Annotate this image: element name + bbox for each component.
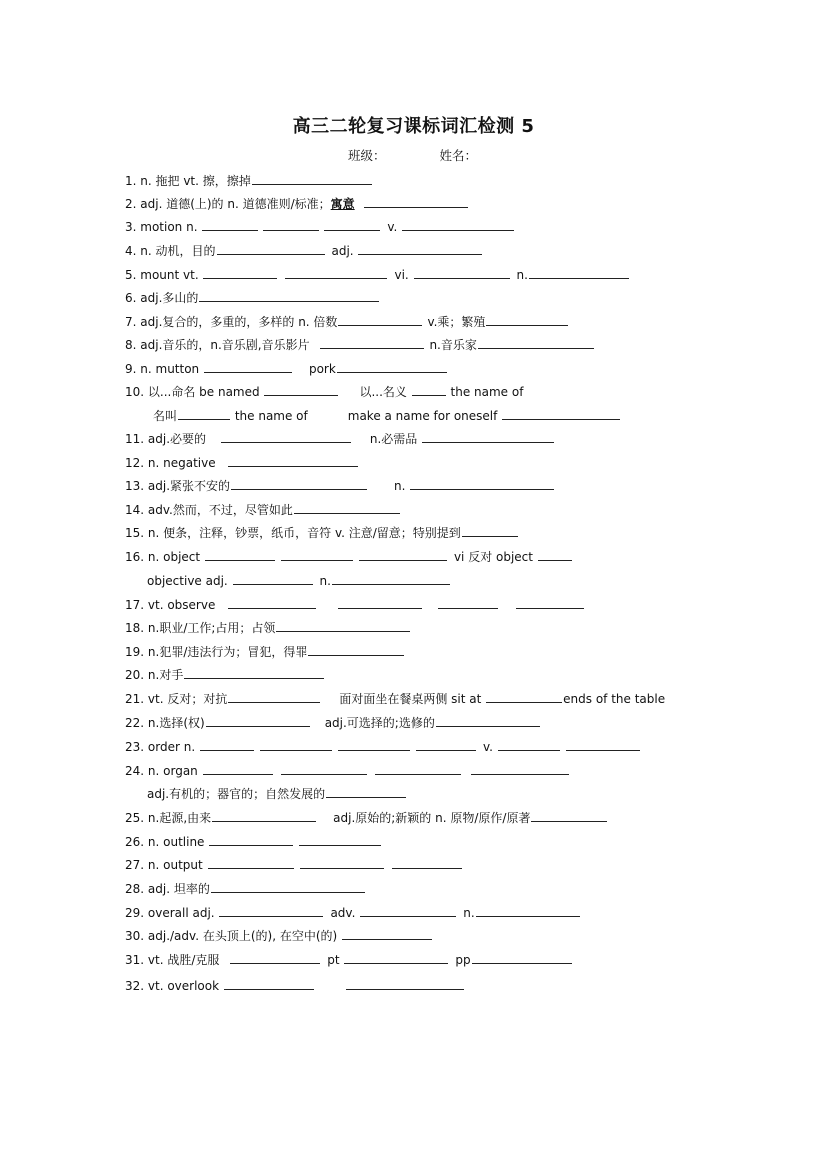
answer-blank[interactable] (224, 977, 314, 990)
answer-blank[interactable] (529, 266, 629, 279)
answer-blank[interactable] (344, 951, 448, 964)
vocab-item (125, 289, 380, 306)
vocab-text: 25. n.起源,由来 (125, 811, 212, 825)
answer-blank[interactable] (233, 572, 313, 585)
vocab-text: n. (516, 268, 528, 282)
vocab-text: 23. order n. (125, 740, 199, 754)
answer-blank[interactable] (438, 596, 498, 609)
answer-blank[interactable] (300, 856, 384, 869)
answer-blank[interactable] (375, 762, 461, 775)
answer-blank[interactable] (422, 430, 554, 443)
answer-blank[interactable] (359, 548, 447, 561)
answer-blank[interactable] (230, 951, 320, 964)
answer-blank[interactable] (211, 880, 365, 893)
vocab-text: vi. (394, 268, 413, 282)
class-label: 班级： (348, 148, 386, 163)
answer-blank[interactable] (498, 738, 560, 751)
vocab-text: adj.原始的;新颖的 n. 原物/原作/原著 (333, 811, 531, 825)
vocab-text: 6. adj.多山的 (125, 291, 199, 305)
vocab-text: the name of (446, 385, 524, 399)
answer-blank[interactable] (346, 977, 464, 990)
answer-blank[interactable] (264, 383, 338, 396)
answer-blank[interactable] (410, 477, 554, 490)
answer-blank[interactable] (219, 904, 323, 917)
answer-blank[interactable] (360, 904, 456, 917)
vocab-item (125, 880, 366, 897)
answer-blank[interactable] (332, 572, 450, 585)
vocab-item (125, 738, 641, 755)
vocab-item (125, 360, 448, 377)
answer-blank[interactable] (476, 904, 580, 917)
vocab-text: 11. adj.必要的 (125, 432, 210, 446)
answer-blank[interactable] (228, 596, 316, 609)
vocab-text: 2. adj. 道德(上)的 n. 道德准则/标准； (125, 197, 331, 211)
name-label: 姓名： (439, 148, 478, 163)
vocab-item (125, 596, 585, 613)
vocab-text: objective adj. (147, 574, 232, 588)
vocab-text: adj.有机的；器官的；自然发展的 (147, 787, 326, 801)
answer-blank[interactable] (337, 360, 447, 373)
vocab-item (125, 951, 573, 968)
vocab-text: make a name for oneself (347, 409, 502, 423)
vocab-text: 28. adj. 坦率的 (125, 882, 210, 896)
vocab-item (125, 904, 581, 921)
vocab-text: 16. n. object (125, 550, 204, 564)
answer-blank[interactable] (358, 242, 482, 255)
answer-blank[interactable] (538, 548, 572, 561)
vocab-text: adj. (331, 244, 358, 258)
vocab-text: ends of the table (563, 692, 666, 706)
answer-blank[interactable] (516, 596, 584, 609)
vocab-text: 14. adv.然而，不过，尽管如此 (125, 503, 293, 517)
answer-blank[interactable] (178, 407, 230, 420)
answer-blank[interactable] (472, 951, 572, 964)
answer-blank[interactable] (364, 195, 468, 208)
vocab-text: 以...名义 (359, 385, 411, 399)
vocab-item (125, 619, 411, 636)
vocab-text: 31. vt. 战胜/克服 (125, 953, 224, 967)
vocab-text: v.乘；繁殖 (427, 315, 486, 329)
answer-blank[interactable] (326, 785, 406, 798)
answer-blank[interactable] (276, 619, 410, 632)
vocab-text: v. (387, 220, 402, 234)
vocab-item (125, 383, 523, 400)
vocab-item (125, 714, 541, 731)
vocab-item (147, 785, 407, 802)
vocab-text: pt (327, 953, 344, 967)
vocab-item (147, 572, 451, 589)
vocab-text: the name of (231, 409, 308, 423)
answer-blank[interactable] (285, 266, 387, 279)
vocab-item (125, 524, 519, 541)
vocab-text: 7. adj.复合的，多重的，多样的 n. 倍数 (125, 315, 338, 329)
vocab-item (125, 195, 469, 212)
vocab-text: 17. vt. observe (125, 598, 220, 612)
vocab-text: 21. vt. 反对；对抗 (125, 692, 228, 706)
answer-blank[interactable] (260, 738, 332, 751)
vocab-item (125, 266, 630, 283)
vocab-item (125, 313, 569, 330)
vocab-text: n.必需品 (369, 432, 422, 446)
answer-blank[interactable] (206, 714, 310, 727)
answer-blank[interactable] (531, 809, 607, 822)
vocab-item (125, 336, 595, 353)
answer-blank[interactable] (200, 738, 254, 751)
answer-blank[interactable] (205, 548, 275, 561)
student-info (348, 146, 477, 164)
vocab-item (125, 242, 483, 259)
vocab-text: 1. n. 拖把 vt. 擦，擦掉 (125, 174, 251, 188)
vocab-text: 24. n. organ (125, 764, 202, 778)
vocab-text: pork (308, 362, 336, 376)
vocab-text: adv. (330, 906, 360, 920)
vocab-item (125, 172, 373, 189)
vocab-text: vi 反对 object (453, 550, 537, 564)
answer-blank[interactable] (486, 690, 562, 703)
answer-blank[interactable] (203, 762, 273, 775)
answer-blank[interactable] (414, 266, 510, 279)
answer-blank[interactable] (338, 738, 410, 751)
answer-blank[interactable] (281, 762, 367, 775)
vocab-item (125, 501, 401, 518)
vocab-text: 18. n.职业/工作;占用；占领 (125, 621, 276, 635)
answer-blank[interactable] (212, 809, 316, 822)
answer-blank[interactable] (299, 833, 381, 846)
answer-blank[interactable] (221, 430, 351, 443)
answer-blank[interactable] (204, 360, 292, 373)
vocab-text: 4. n. 动机，目的 (125, 244, 216, 258)
vocab-item (125, 856, 463, 873)
answer-blank[interactable] (436, 714, 540, 727)
answer-blank[interactable] (252, 172, 372, 185)
vocab-text: v. (482, 740, 497, 754)
vocab-text: n. (319, 574, 331, 588)
answer-blank[interactable] (412, 383, 446, 396)
answer-blank[interactable] (263, 218, 319, 231)
vocab-item (125, 977, 465, 994)
vocab-item (125, 218, 515, 235)
answer-blank[interactable] (462, 524, 518, 537)
answer-blank[interactable] (217, 242, 325, 255)
vocab-item (125, 454, 359, 471)
vocab-text: 30. adj./adv. 在头顶上(的), 在空中(的) (125, 929, 342, 943)
vocab-text: 22. n.选择(权) (125, 716, 205, 730)
vocab-item (125, 690, 665, 707)
vocab-text: 面对面坐在餐桌两侧 sit at (339, 692, 486, 706)
answer-blank[interactable] (208, 856, 294, 869)
vocab-text: 名叫 (153, 409, 178, 423)
answer-blank[interactable] (486, 313, 568, 326)
answer-blank[interactable] (402, 218, 514, 231)
vocab-text: 12. n. negative (125, 456, 220, 470)
vocab-text: 13. adj.紧张不安的 (125, 479, 231, 493)
answer-blank[interactable] (209, 833, 293, 846)
vocab-item (125, 809, 608, 826)
vocab-text: 寓意 (330, 197, 355, 211)
vocab-text: n. (463, 906, 475, 920)
vocab-text: 26. n. outline (125, 835, 209, 849)
answer-blank[interactable] (231, 477, 367, 490)
vocab-item (125, 666, 325, 683)
vocab-item (125, 762, 570, 779)
answer-blank[interactable] (228, 454, 358, 467)
vocab-item (125, 833, 382, 850)
answer-blank[interactable] (338, 596, 422, 609)
vocab-text: 27. n. output (125, 858, 207, 872)
vocab-text: 8. adj.音乐的，n.音乐剧,音乐影片 (125, 338, 314, 352)
answer-blank[interactable] (478, 336, 594, 349)
answer-blank[interactable] (566, 738, 640, 751)
vocab-item (125, 927, 433, 944)
answer-blank[interactable] (202, 218, 258, 231)
vocab-text: adj.可选择的;选修的 (324, 716, 435, 730)
answer-blank[interactable] (502, 407, 620, 420)
vocab-text: 15. n. 便条，注释，钞票，纸币，音符 v. 注意/留意；特别提到 (125, 526, 461, 540)
answer-blank[interactable] (416, 738, 476, 751)
answer-blank[interactable] (392, 856, 462, 869)
answer-blank[interactable] (342, 927, 432, 940)
vocab-text: pp (455, 953, 471, 967)
vocab-item (125, 430, 555, 447)
answer-blank[interactable] (184, 666, 324, 679)
answer-blank[interactable] (308, 643, 404, 656)
answer-blank[interactable] (199, 289, 379, 302)
answer-blank[interactable] (471, 762, 569, 775)
answer-blank[interactable] (281, 548, 353, 561)
vocab-text: 19. n.犯罪/违法行为；冒犯，得罪 (125, 645, 308, 659)
vocab-item (125, 548, 573, 565)
vocab-text: 5. mount vt. (125, 268, 203, 282)
answer-blank[interactable] (294, 501, 400, 514)
answer-blank[interactable] (320, 336, 424, 349)
vocab-item (153, 407, 621, 424)
vocab-text: 3. motion n. (125, 220, 202, 234)
vocab-item (125, 477, 555, 494)
vocab-text: 20. n.对手 (125, 668, 184, 682)
answer-blank[interactable] (228, 690, 320, 703)
answer-blank[interactable] (203, 266, 277, 279)
vocab-text: 32. vt. overlook (125, 979, 223, 993)
answer-blank[interactable] (324, 218, 380, 231)
vocab-text: 29. overall adj. (125, 906, 219, 920)
vocab-text: 10. 以...命名 be named (125, 385, 264, 399)
vocab-text: n.音乐家 (429, 338, 477, 352)
worksheet-title: 高三二轮复习课标词汇检测 5 (292, 116, 535, 137)
vocab-item (125, 643, 405, 660)
answer-blank[interactable] (338, 313, 422, 326)
vocab-text: 9. n. mutton (125, 362, 203, 376)
vocab-text: n. (394, 479, 410, 493)
